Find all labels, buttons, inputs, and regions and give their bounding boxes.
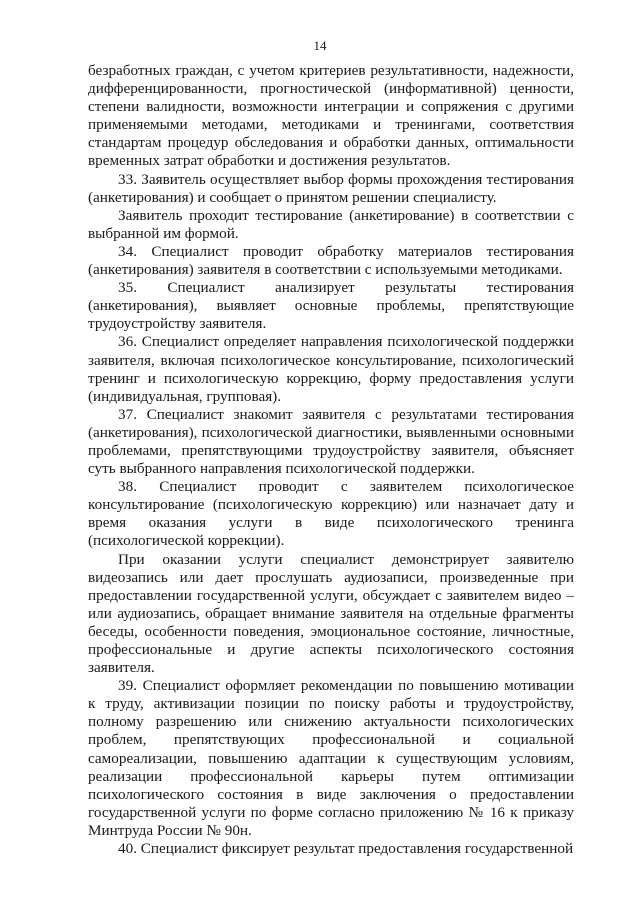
paragraph-item-39: 39. Специалист оформляет рекомендации по повышению мотивации к труду, активизации позиции по поиску работы и трудоустройству, полному разрешению или снижению актуальности психологических проблем, препятствующих профессиональной и социальной самореализации, повышению адаптации к существующим условиям, реализации профессиональной карьеры путем оптимизации психологического состояния в виде заключения о предоставлении государственной услуги по форме согласно приложению № 16 к приказу Минтруда России № 90н. xyxy=(88,677,574,839)
paragraph-item-36: 36. Специалист определяет направления психологической поддержки заявителя, включая психологическое консультирование, психологический тренинг и психологическую коррекцию, форму предоставления услуги (индивидуальная, групповая). xyxy=(88,333,574,405)
document-body xyxy=(88,62,574,858)
paragraph-item-38: 38. Специалист проводит с заявителем психологическое консультирование (психологическую коррекцию) или назначает дату и время оказания услуги в виде психологического тренинга (психологической коррекции). xyxy=(88,478,574,550)
paragraph-item-35: 35. Специалист анализирует результаты тестирования (анкетирования), выявляет основные проблемы, препятствующие трудоустройству заявителя. xyxy=(88,279,574,333)
paragraph-item-38-continued: При оказании услуги специалист демонстрирует заявителю видеозапись или дает прослушать аудиозаписи, произведенные при предоставлении государственной услуги, обсуждает с заявителем видео – или аудиозапись, обращает внимание заявителя на отдельные фрагменты беседы, особенности поведения, эмоциональное состояние, личностные, профессиональные и другие аспекты психологического состояния заявителя. xyxy=(88,550,574,677)
page-number: 14 xyxy=(313,38,327,53)
paragraph-item-33: 33. Заявитель осуществляет выбор формы прохождения тестирования (анкетирования) и сообщает о принятом решении специалисту. xyxy=(88,170,574,206)
paragraph-item-40: 40. Специалист фиксирует результат предоставления государственной xyxy=(118,840,574,858)
paragraph-item-33-continued: Заявитель проходит тестирование (анкетирование) в соответствии с выбранной им формой. xyxy=(88,206,574,242)
paragraph-continuation: безработных граждан, с учетом критериев результативности, надежности, дифференцированности, прогностической (информативной) ценности, степени валидности, возможности интеграции и сопряжения с другими применяемыми методами, методиками и тренингами, соответствия стандартам процедур обследования и обработки данных, оптимальности временных затрат обработки и достижения результатов. xyxy=(88,62,574,170)
paragraph-item-34: 34. Специалист проводит обработку материалов тестирования (анкетирования) заявителя в соответствии с используемыми методиками. xyxy=(88,242,574,279)
paragraph-item-37: 37. Специалист знакомит заявителя с результатами тестирования (анкетирования), психологической диагностики, выявленными основными проблемами, препятствующими трудоустройству заявителя, объясняет суть выбранного направления психологической поддержки. xyxy=(88,405,574,478)
